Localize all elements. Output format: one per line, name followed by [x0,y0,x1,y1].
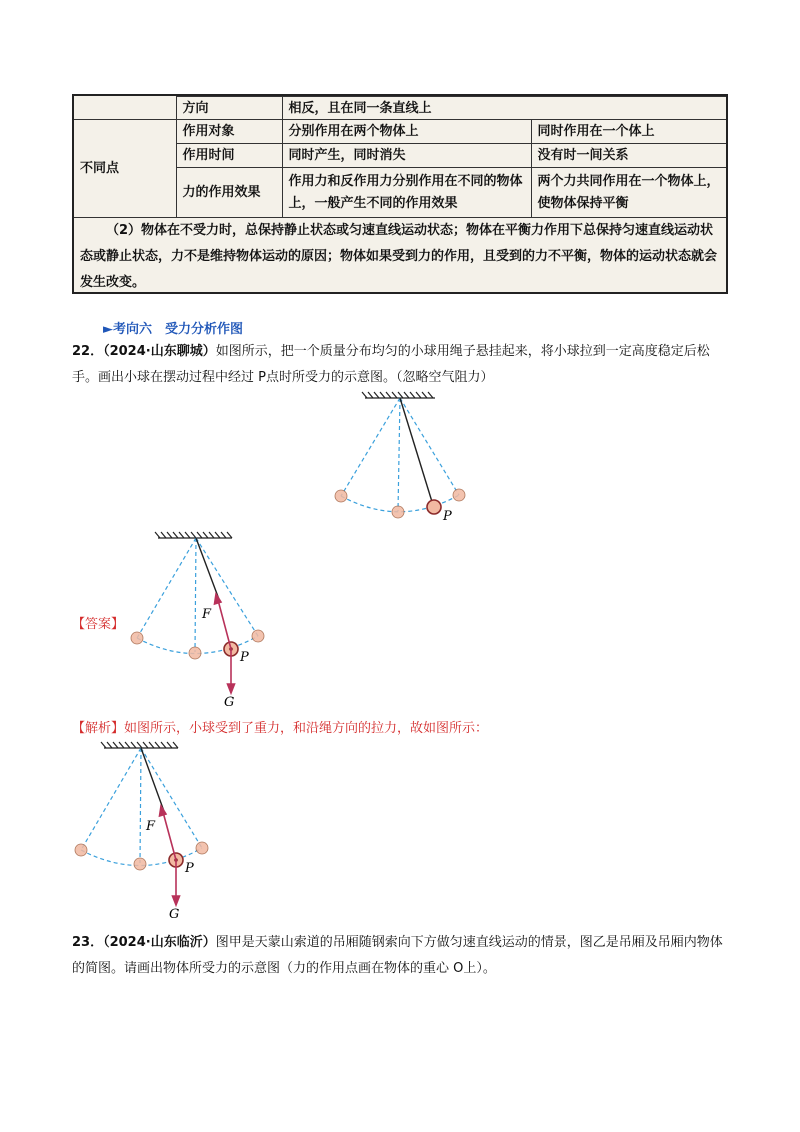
cell-time-balance: 没有时一间关系 [531,144,726,168]
answer-force-g-label: G [224,695,235,710]
question-22-text: 如图所示，把一个质量分布均匀的小球用绳子悬挂起来，将小球拉到一定高度稳定后松手。画出小球在摆动过程中经过 P点时所受力的示意图。（忽略空气阻力） [72,344,710,385]
table-note: （2）物体在不受力时，总保持静止状态或匀速直线运动状态；物体在平衡力作用下总保持匀速直线运动状态或静止状态，力不是维持物体运动的原因；物体如果受到力的作用，且受到的力不平衡，物体的运动状态就会发生改变。 [80,223,718,290]
cell-time-reaction: 同时产生，同时消失 [282,144,531,168]
analysis-figure [66,738,226,922]
cell-effect-balance: 两个力共同作用在一个物体上，使物体保持平衡 [531,168,726,218]
question-22 [72,339,732,391]
answer-force-f-label: F [202,607,212,622]
question-23-source: （2024·山东临沂） [103,935,216,950]
comparison-table [74,96,726,218]
question-23 [72,930,732,982]
analysis-point-label: P [185,861,194,876]
cell-direction-value: 相反，且在同一条直线上 [282,97,726,120]
answer-point-label: P [240,650,249,665]
cell-object-reaction: 分别作用在两个物体上 [282,120,531,144]
analysis-force-f-label: F [146,819,156,834]
point-label: P [443,509,452,524]
cell-object-balance: 同时作用在一个体上 [531,120,726,144]
analysis-label: 【解析】 [72,721,125,736]
cell-effect-reaction: 作用力和反作用力分别作用在不同的物体上，一般产生不同的作用效果 [282,168,531,218]
analysis [72,717,488,736]
question-22-source: （2024·山东聊城） [103,344,216,359]
question-23-number: 23． [72,935,104,950]
question-23-text: 图甲是天蒙山索道的吊厢随钢索向下方做匀速直线运动的情景，图乙是吊厢及吊厢内物体的简图。请画出物体所受力的示意图（力的作用点画在物体的重心 O上）。 [72,935,723,976]
question-22-number: 22． [72,344,104,359]
cell-direction-label: 方向 [176,97,282,120]
section-heading: ►考向六 受力分析作图 [103,322,243,337]
analysis-text: 如图所示，小球受到了重力，和沿绳方向的拉力，故如图所示： [124,721,489,736]
question-22-figure [325,388,475,528]
cell-group-label: 不同点 [74,120,176,218]
analysis-force-g-label: G [169,907,180,922]
cell-object-label: 作用对象 [176,120,282,144]
answer-figure [120,528,280,710]
cell-time-label: 作用时间 [176,144,282,168]
answer-label: 【答案】 [72,617,125,632]
cell-effect-label: 力的作用效果 [176,168,282,218]
comparison-table-box [72,94,728,294]
